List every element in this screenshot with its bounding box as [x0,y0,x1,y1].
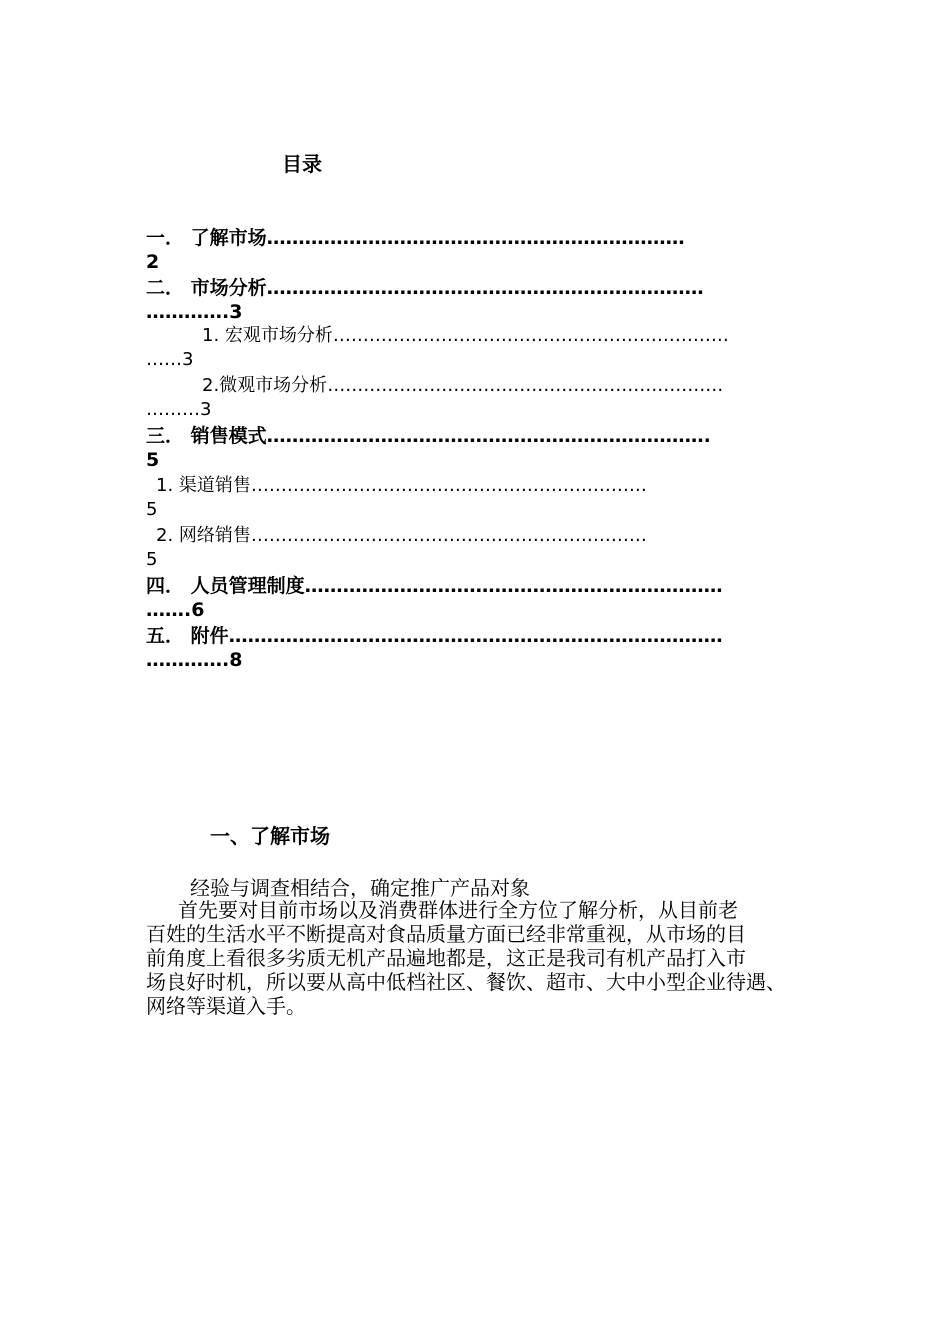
toc-entry-page: ……3 [146,349,194,370]
toc-leader-dots: …………………………………………………………… [266,277,704,299]
paragraph-line: 场良好时机，所以要从高中低档社区、餐饮、超市、大中小型企业待遇、 [146,970,786,994]
toc-entry-page: 2 [146,251,160,273]
toc-entry-page: ………3 [146,399,212,420]
toc-entry-7 [146,524,810,548]
toc-entry-9 [146,624,810,648]
toc-entry-1 [146,226,810,250]
toc-entry-label: 1. 宏观市场分析 [202,325,333,346]
paragraph-line: 前角度上看很多劣质无机产品遍地都是，这正是我司有机产品打入市 [146,946,746,970]
section-subtitle: 经验与调查相结合，确定推广产品对象 [190,876,530,900]
toc-entry-label: 四． 人员管理制度 [146,575,305,597]
toc-entry-page: 5 [146,449,160,471]
toc-entry-label: 二． 市场分析 [146,277,267,299]
toc-entry-label: 2.微观市场分析 [202,375,328,396]
section-paragraph [146,898,810,1018]
toc-leader-dots: ………………………………………………………… [266,227,685,249]
toc-entry-label: 三． 销售模式 [146,425,267,447]
toc-entry-label: 2. 网络销售 [156,525,251,546]
toc-entry-8 [146,574,810,598]
toc-entry-3 [202,324,810,348]
toc-entry-page: ………….3 [146,301,243,323]
paragraph-line: 网络等渠道入手。 [146,994,306,1018]
toc-entry-2 [146,276,810,300]
toc-entry-label: 1. 渠道销售 [156,475,251,496]
paragraph-line: 百姓的生活水平不断提高对食品质量方面已经非常重视，从市场的目 [146,922,746,946]
toc-leader-dots: ………………………………………………………… [250,525,647,546]
toc-leader-dots: ………………………………………………………… [304,575,723,597]
toc-title: 目录 [282,152,322,176]
toc-leader-dots: ………………………………………………………… [327,375,724,396]
toc-leader-dots: …………………………………………………………………… [228,625,723,647]
toc-entry-page: …….6 [146,599,205,621]
toc-entry-label: 五． 附件 [146,625,229,647]
toc-leader-dots: ………………………………………………………… [332,325,729,346]
toc-leader-dots: ……………………………………………………………. [266,425,711,447]
toc-entry-page: ………….8 [146,649,243,671]
toc-entry-5 [146,424,810,448]
section-heading: 一、了解市场 [210,824,330,848]
toc-entry-6 [146,474,810,498]
toc-entry-page: 5 [146,549,158,570]
toc-leader-dots: ………………………………………………………… [250,475,647,496]
toc-entry-4 [202,374,810,398]
toc-entry-label: 一． 了解市场 [146,227,267,249]
toc-entry-page: 5 [146,499,158,520]
paragraph-line: 首先要对目前市场以及消费群体进行全方位了解分析，从目前老 [178,898,738,922]
